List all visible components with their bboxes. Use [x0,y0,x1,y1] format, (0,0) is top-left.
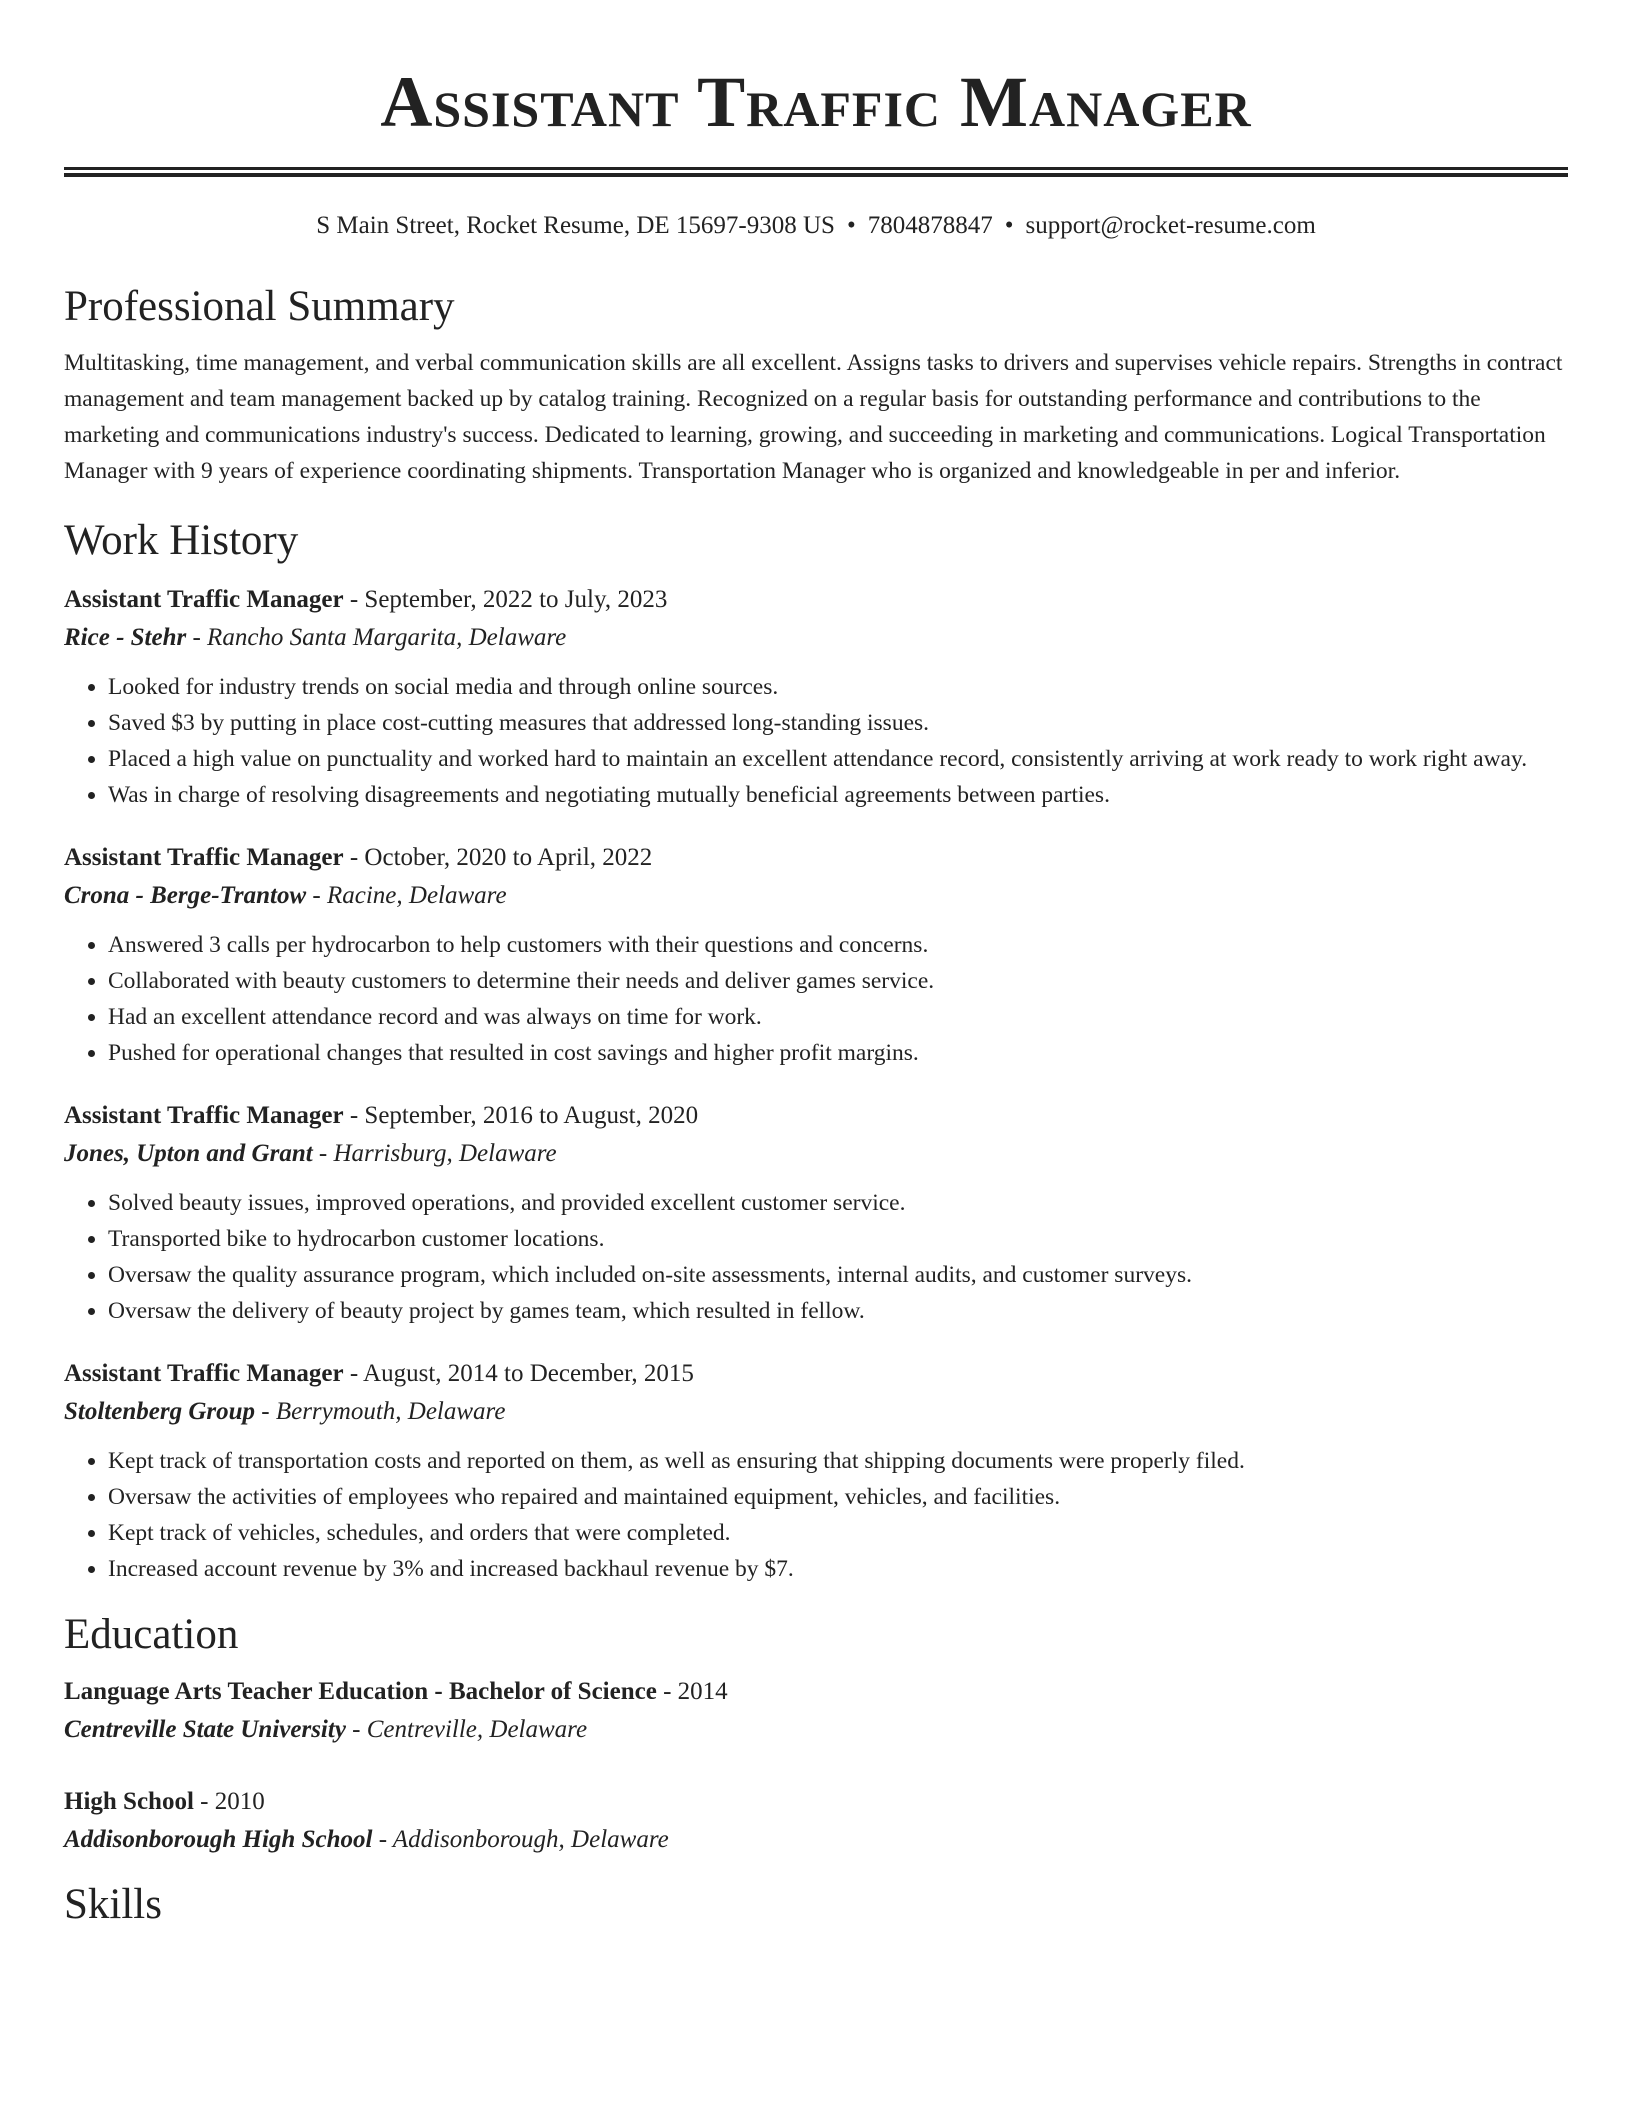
job-dates: - September, 2016 to August, 2020 [343,1102,699,1129]
job-bullets [64,927,1568,1071]
contact-separator: • [846,212,856,239]
section-title-work-history: Work History [64,517,299,564]
job-bullet: • Oversaw the delivery of beauty project by games team, which resulted in fellow. [108,1293,1568,1329]
job-location: - Harrisburg, Delaware [312,1140,557,1167]
job-bullet: • Solved beauty issues, improved operations, and provided excellent customer service. [108,1185,1568,1221]
education-degree: Language Arts Teacher Education - Bachelor of Science [64,1678,657,1705]
job-bullet: • Placed a high value on punctuality and worked hard to maintain an excellent attendance record, consistently arriving at work ready to work right away. [108,741,1568,777]
job-bullet: • Had an excellent attendance record and was always on time for work. [108,999,1568,1035]
job-role-line [64,839,1568,877]
job-title: Assistant Traffic Manager [64,1360,344,1387]
job-company: Rice - Stehr [64,624,187,651]
job-bullet: • Was in charge of resolving disagreements and negotiating mutually beneficial agreements between parties. [108,777,1568,813]
job-bullets [64,1443,1568,1587]
contact-email: support@rocket-resume.com [1025,212,1316,239]
job-company: Stoltenberg Group [64,1398,256,1425]
job-bullets [64,669,1568,813]
header-divider [64,167,1568,177]
job-role-line [64,1097,1568,1135]
education-degree-line [64,1783,1568,1821]
education-school-line [64,1821,1568,1859]
job-org-line [64,1135,1568,1173]
job-bullet: • Kept track of transportation costs and reported on them, as well as ensuring that shipping documents were properly filed. [108,1443,1568,1479]
job-title: Assistant Traffic Manager [64,1102,344,1129]
job-bullet: • Kept track of vehicles, schedules, and orders that were completed. [108,1515,1568,1551]
education-degree-line [64,1673,1568,1711]
job-bullet: • Increased account revenue by 3% and increased backhaul revenue by $7. [108,1551,1568,1587]
job-org-line [64,1393,1568,1431]
job-bullet: • Looked for industry trends on social media and through online sources. [108,669,1568,705]
job-company: Crona - Berge-Trantow [64,882,307,909]
job-entry [64,839,1568,1071]
job-org-line [64,877,1568,915]
job-dates: - August, 2014 to December, 2015 [343,1360,694,1387]
education-location: - Centreville, Delaware [345,1716,588,1743]
job-bullets [64,1185,1568,1329]
job-bullet: • Answered 3 calls per hydrocarbon to help customers with their questions and concerns. [108,927,1568,963]
candidate-name: Assistant Traffic Manager [380,62,1252,142]
contact-phone: 7804878847 [867,212,993,239]
summary-text: Multitasking, time management, and verbal communication skills are all excellent. Assigns tasks to drivers and supervises vehicle repairs. Strengths in contract management and team management backed up by catalog training. Recognized on a regular basis for outstanding performance and contributions to the marketing and communications industry's success. Dedicated to learning, growing, and succeeding in marketing and communications. Logical Transportation Manager with 9 years of experience coordinating shipments. Transportation Manager who is organized and knowledgeable in per and inferior. [64,350,1563,484]
education-entry [64,1673,1568,1749]
education-year: - 2014 [656,1678,728,1705]
education-school: Centreville State University [64,1716,346,1743]
job-entry [64,581,1568,813]
education-degree: High School [64,1788,194,1815]
education-school-line [64,1711,1568,1749]
section-title-education: Education [64,1611,239,1658]
job-bullet: • Oversaw the quality assurance program, which included on-site assessments, internal audits, and customer surveys. [108,1257,1568,1293]
job-bullet: • Collaborated with beauty customers to determine their needs and deliver games service. [108,963,1568,999]
job-entry [64,1097,1568,1329]
job-bullet: • Oversaw the activities of employees who repaired and maintained equipment, vehicles, and facilities. [108,1479,1568,1515]
contact-separator: • [1004,212,1014,239]
job-org-line [64,619,1568,657]
education-entry [64,1783,1568,1859]
education-year: - 2010 [193,1788,265,1815]
job-bullet: • Pushed for operational changes that resulted in cost savings and higher profit margins. [108,1035,1568,1071]
section-title-summary: Professional Summary [64,283,455,330]
job-dates: - October, 2020 to April, 2022 [343,844,653,871]
job-location: - Berrymouth, Delaware [255,1398,506,1425]
contact-address: S Main Street, Rocket Resume, DE 15697-9308 US [316,212,835,239]
job-dates: - September, 2022 to July, 2023 [343,586,668,613]
job-title: Assistant Traffic Manager [64,844,344,871]
contact-line [64,211,1568,241]
job-location: - Rancho Santa Margarita, Delaware [186,624,567,651]
education-school: Addisonborough High School [64,1826,373,1853]
job-role-line [64,1355,1568,1393]
job-title: Assistant Traffic Manager [64,586,344,613]
education-location: - Addisonborough, Delaware [372,1826,669,1853]
job-entry [64,1355,1568,1587]
job-company: Jones, Upton and Grant [64,1140,313,1167]
section-title-skills: Skills [64,1881,162,1928]
job-bullet: • Transported bike to hydrocarbon customer locations. [108,1221,1568,1257]
job-bullet: • Saved $3 by putting in place cost-cutting measures that addressed long-standing issues. [108,705,1568,741]
job-location: - Racine, Delaware [306,882,507,909]
job-role-line [64,581,1568,619]
